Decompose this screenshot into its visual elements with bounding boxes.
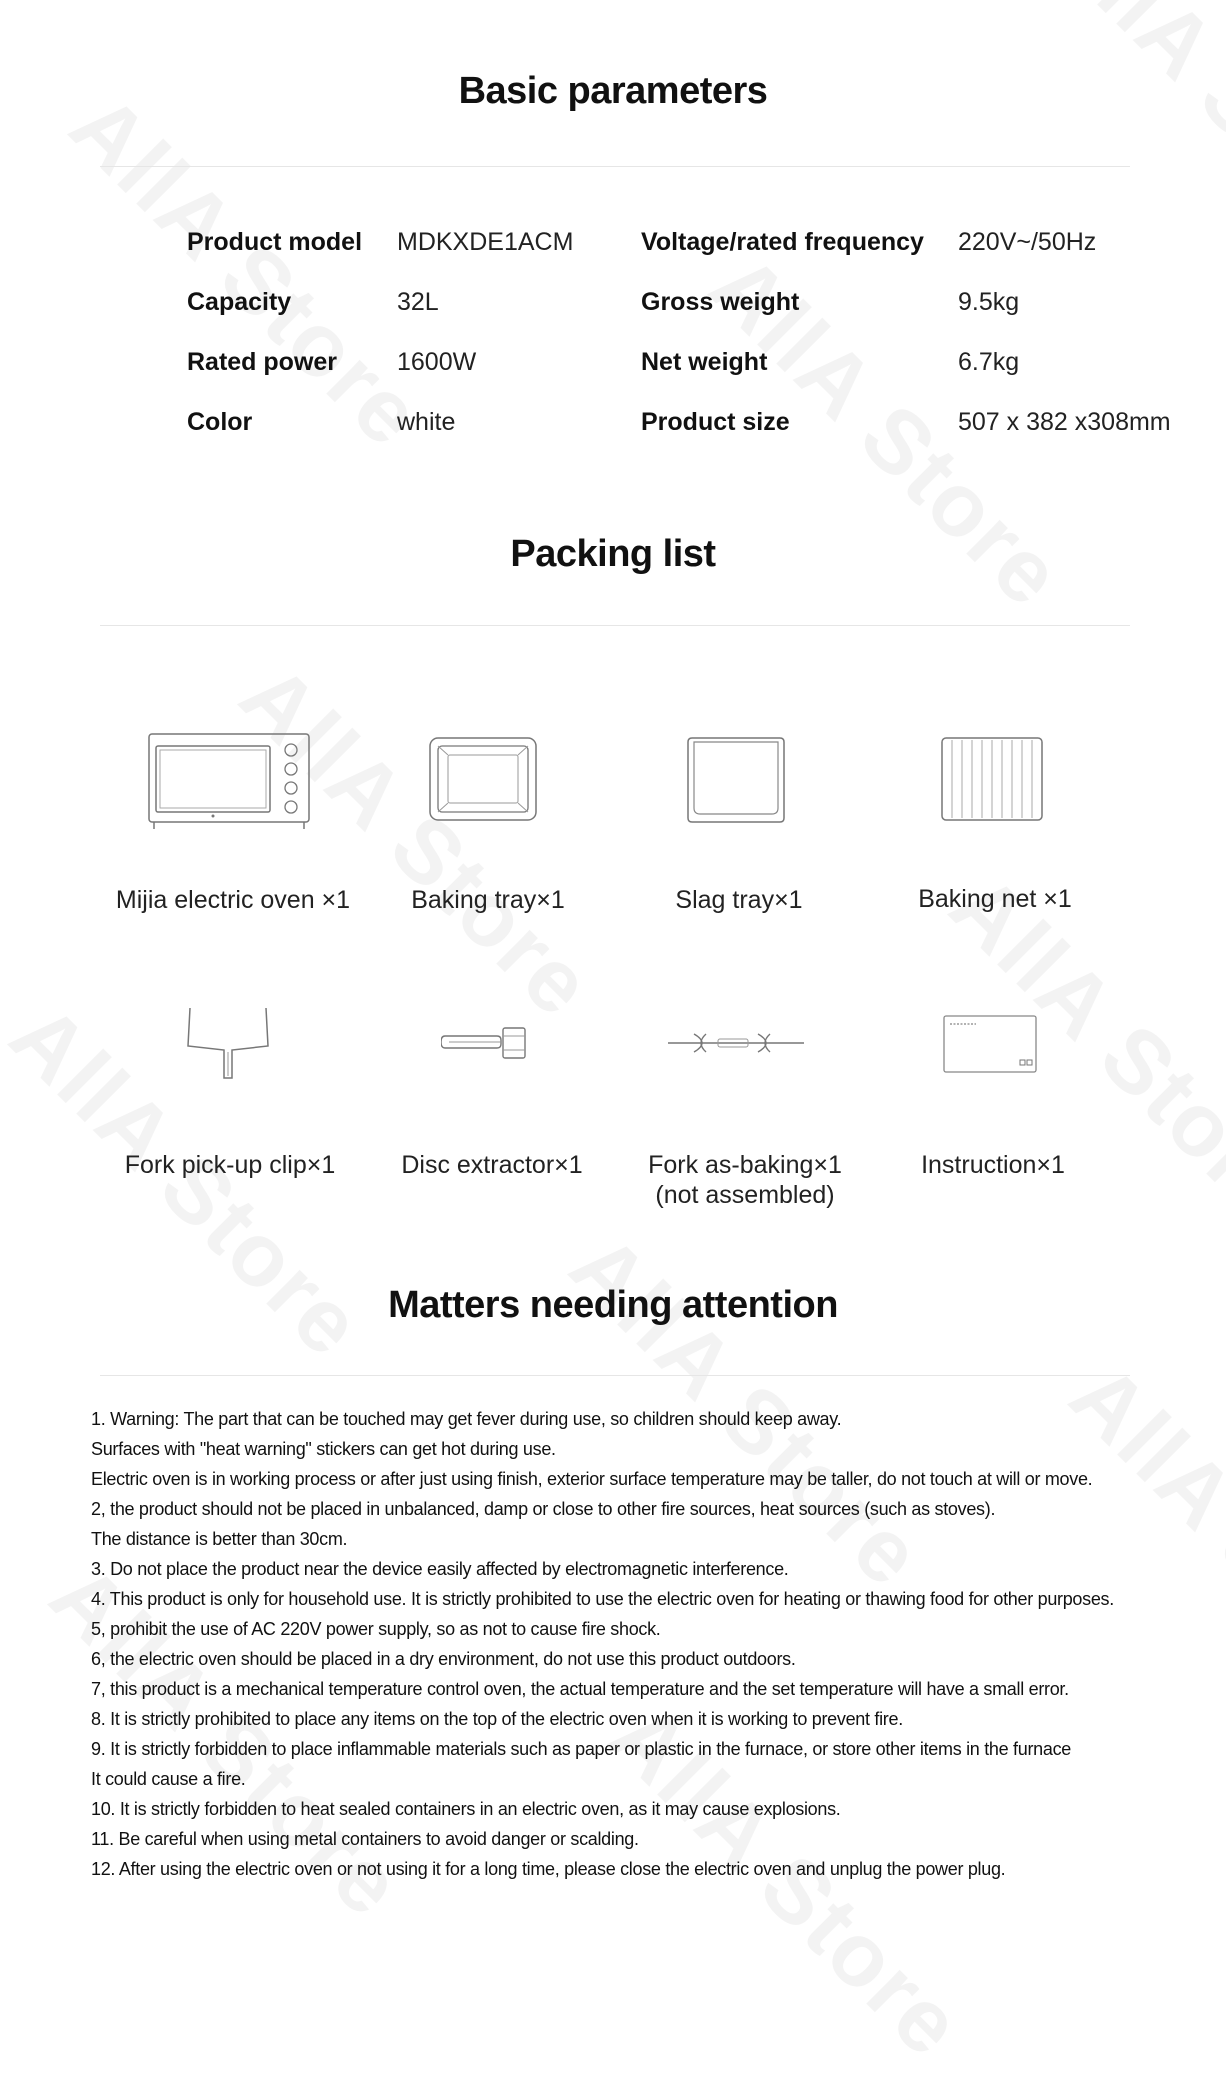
param-value: 32L	[397, 288, 439, 316]
param-label: Product model	[187, 228, 363, 256]
param-label: Rated power	[187, 348, 338, 376]
pack-item-label: Fork as-baking×1 (not assembled)	[648, 1151, 842, 1209]
note-line: 11. Be careful when using metal containers to avoid danger or scalding.	[91, 1829, 639, 1849]
note-line: Electric oven is in working process or after just using finish, exterior surface temperature may be taller, do not touch at will or move.	[91, 1469, 1093, 1489]
oven-icon	[148, 732, 310, 832]
param-value: 9.5kg	[958, 288, 1020, 316]
param-value: white	[397, 408, 456, 436]
param-value: 1600W	[397, 348, 477, 376]
note-line: 9. It is strictly forbidden to place inflammable materials such as paper or plastic in the furnace, or store other items in the furnace	[91, 1739, 1071, 1759]
param-value: 507 x 382 x308mm	[958, 408, 1171, 436]
pack-item-label: Fork pick-up clip×1	[124, 1151, 336, 1179]
pack-item-label: Disc extractor×1	[401, 1151, 583, 1179]
note-line: The distance is better than 30cm.	[91, 1529, 348, 1549]
pack-item-label: Slag tray×1	[675, 886, 803, 914]
param-value: MDKXDE1ACM	[397, 228, 574, 256]
param-label: Color	[187, 408, 253, 436]
note-line: 7, this product is a mechanical temperature control oven, the actual temperature and the set temperature will have a small error.	[91, 1679, 1069, 1699]
attention-title: Matters needing attention	[388, 1284, 838, 1326]
param-label: Product size	[641, 408, 790, 436]
param-value: 220V~/50Hz	[958, 228, 1097, 256]
divider	[100, 1375, 1130, 1376]
fork-clip-icon	[186, 1006, 272, 1080]
note-line: 3. Do not place the product near the device easily affected by electromagnetic interference.	[91, 1559, 789, 1579]
param-label: Net weight	[641, 348, 768, 376]
note-line: 6, the electric oven should be placed in a dry environment, do not use this product outdoors.	[91, 1649, 796, 1669]
baking-tray-icon	[428, 736, 538, 822]
pack-item-label: Mijia electric oven ×1	[115, 886, 351, 914]
param-value: 6.7kg	[958, 348, 1020, 376]
instruction-booklet-icon	[942, 1014, 1038, 1074]
disc-extractor-icon	[441, 1026, 527, 1062]
watermark	[220, 645, 612, 1037]
param-label: Capacity	[187, 288, 292, 316]
attention-notes	[91, 1404, 1191, 1884]
pack-item-label: Baking net ×1	[918, 885, 1072, 913]
note-line: 12. After using the electric oven or not using it for a long time, please close the electric oven and unplug the power plug.	[91, 1859, 1006, 1879]
note-line: 1. Warning: The part that can be touched may get fever during use, so children should keep away.	[91, 1409, 842, 1429]
packing-list-title: Packing list	[510, 533, 716, 575]
note-line: 10. It is strictly forbidden to heat sealed containers in an electric oven, as it may cause explosions.	[91, 1799, 841, 1819]
param-label: Gross weight	[641, 288, 800, 316]
note-line: It could cause a fire.	[91, 1769, 246, 1789]
divider	[100, 166, 1130, 167]
divider	[100, 625, 1130, 626]
note-line: 5, prohibit the use of AC 220V power supply, so as not to cause fire shock.	[91, 1619, 661, 1639]
note-line: 8. It is strictly prohibited to place any items on the top of the electric oven when it is working to prevent fire.	[91, 1709, 903, 1729]
note-line: 4. This product is only for household use. It is strictly prohibited to use the electric oven for heating or thawing food for other purposes.	[91, 1589, 1114, 1609]
basic-parameters-title: Basic parameters	[458, 70, 768, 112]
rotisserie-fork-icon	[666, 1030, 806, 1056]
param-label: Voltage/rated frequency	[641, 228, 924, 256]
pack-item-label: Instruction×1	[921, 1151, 1065, 1179]
baking-net-icon	[940, 736, 1044, 822]
note-line: 2, the product should not be placed in unbalanced, damp or close to other fire sources, heat sources (such as stoves).	[91, 1499, 996, 1519]
pack-item-label: Baking tray×1	[411, 886, 565, 914]
slag-tray-icon	[686, 736, 786, 824]
note-line: Surfaces with "heat warning" stickers can get hot during use.	[91, 1439, 556, 1459]
